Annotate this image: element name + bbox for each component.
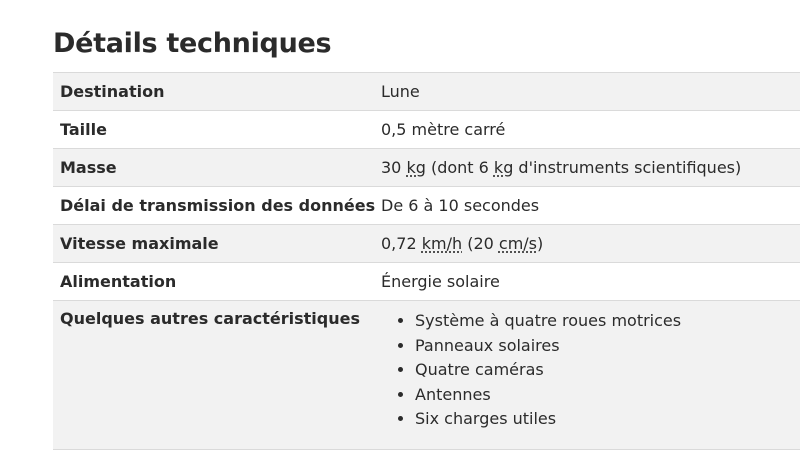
row-value-alimentation: Énergie solaire xyxy=(381,263,800,301)
list-item: • Six charges utiles xyxy=(415,407,800,432)
table-row xyxy=(53,301,800,450)
row-label-taille: Taille xyxy=(53,111,381,149)
row-label-vitesse: Vitesse maximale xyxy=(53,225,381,263)
table-row xyxy=(53,187,800,225)
technical-details-table xyxy=(53,72,800,450)
row-value-masse xyxy=(381,149,800,187)
abbr-km-per-hour: km/h xyxy=(421,234,463,253)
table-row xyxy=(53,263,800,301)
row-label-autres: Quelques autres caractéristiques xyxy=(53,301,381,450)
row-value-taille: 0,5 mètre carré xyxy=(381,111,800,149)
text: (20 xyxy=(462,234,499,253)
row-label-masse: Masse xyxy=(53,149,381,187)
page-title: Détails techniques xyxy=(53,28,332,59)
table-row xyxy=(53,111,800,149)
row-value-delai: De 6 à 10 secondes xyxy=(381,187,800,225)
text: 0,72 xyxy=(381,234,422,253)
text: ) xyxy=(537,234,544,253)
text: d'instruments scientifiques) xyxy=(513,158,742,177)
list-item: • Antennes xyxy=(415,383,800,408)
row-label-alimentation: Alimentation xyxy=(53,263,381,301)
text: (dont 6 xyxy=(425,158,494,177)
list-item: • Panneaux solaires xyxy=(415,334,800,359)
row-value-vitesse xyxy=(381,225,800,263)
abbr-kilogram: kg xyxy=(406,158,426,177)
list-item: • Système à quatre roues motrices xyxy=(415,309,800,334)
row-value-destination: Lune xyxy=(381,73,800,111)
table-row xyxy=(53,73,800,111)
row-label-destination: Destination xyxy=(53,73,381,111)
text: 30 xyxy=(381,158,407,177)
abbr-kilogram: kg xyxy=(493,158,514,177)
table-row xyxy=(53,225,800,263)
list-item: • Quatre caméras xyxy=(415,358,800,383)
row-value-autres xyxy=(381,301,800,450)
abbr-cm-per-second: cm/s xyxy=(498,234,537,253)
feature-list xyxy=(381,309,800,432)
row-label-delai: Délai de transmission des données xyxy=(53,187,381,225)
table-row xyxy=(53,149,800,187)
